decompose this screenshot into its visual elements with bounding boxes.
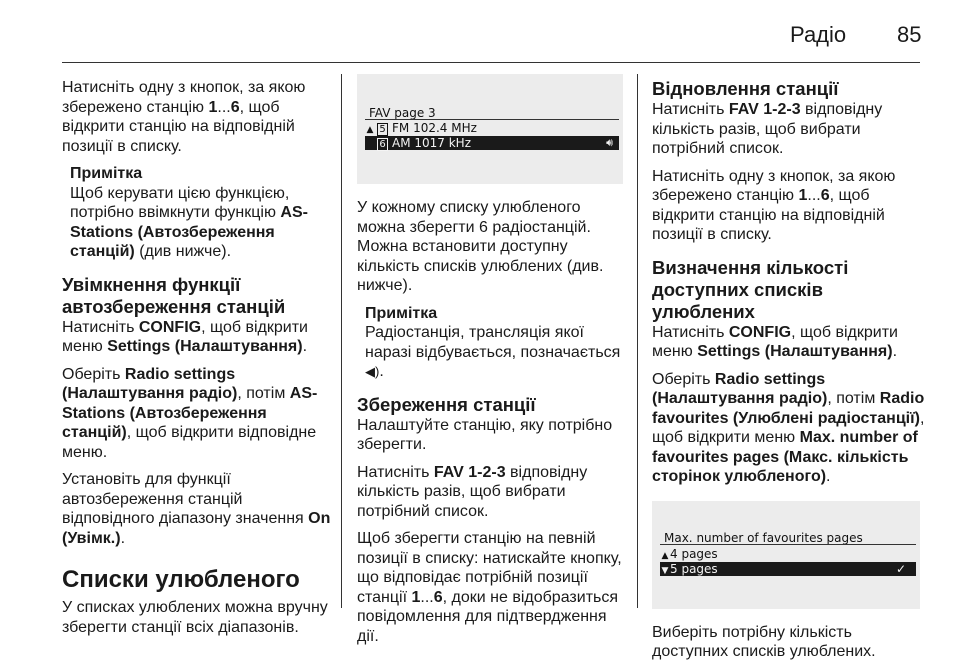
option-4-pages: [660, 547, 916, 561]
column-divider-1: [341, 74, 342, 608]
option-label: 5 pages: [670, 561, 718, 576]
paragraph-save-position: Щоб зберегти станцію на певній позиції в списку: натискайте кнопку, що відповідає потрібній позиції станції 1...6, доки не відобразиться повідомлення для підтвердження дії.: [357, 530, 622, 645]
paragraph-press-config: Натисніть CONFIG, щоб відкрити меню Settings (Налаштування).: [652, 323, 898, 360]
paragraph-tune-station: Налаштуйте станцію, яку потрібно зберегти.: [357, 416, 613, 453]
heading-favourites-count: Визначення кількості доступних списків улюблених: [652, 256, 849, 322]
paragraph-select-radio-settings: Оберіть Radio settings (Налаштування радіо), потім AS-Stations (Автозбереження станцій), щоб відкрити відповідне меню.: [62, 365, 318, 461]
note-current-station: [365, 304, 625, 382]
speaker-icon: 🔊︎: [606, 136, 613, 149]
up-arrow-icon: ▲: [661, 550, 669, 561]
paragraph-press-config: Натисніть CONFIG, щоб відкрити меню Settings (Налаштування).: [62, 318, 308, 355]
speaker-icon: ◀): [365, 364, 380, 379]
up-arrow-icon: ▲: [366, 125, 374, 135]
paragraph-recall-station: Натисніть одну з кнопок, за якою збережено станцію 1...6, щоб відкрити станцію на відповідній позиції в списку.: [652, 167, 896, 243]
note-autostore: [70, 164, 332, 262]
paragraph-press-fav: Натисніть FAV 1-2-3 відповідну кількість разів, щоб вибрати потрібний список.: [652, 101, 883, 157]
preset-number: 5: [377, 123, 388, 136]
note-text: Радіостанція, трансляція якої наразі відбувається, позначається ◀).: [365, 324, 621, 380]
note-title: Примітка: [70, 165, 143, 182]
paragraph-recall-station: Натисніть одну з кнопок, за якою збережено станцію 1...6, щоб відкрити станцію на відповідній позиції в списку.: [62, 79, 306, 155]
option-5-pages-selected: [660, 562, 916, 576]
note-title: Примітка: [365, 304, 438, 322]
screen-title: FAV page 3: [369, 106, 436, 120]
max-pages-screen-figure: [652, 501, 920, 609]
heading-restore-station: Відновлення станції: [652, 78, 839, 99]
paragraph-press-fav: Натисніть FAV 1-2-3 відповідну кількість разів, щоб вибрати потрібний список.: [357, 463, 588, 520]
header-divider: [62, 62, 920, 63]
fav-page-screen-figure: [357, 74, 623, 184]
option-label: 4 pages: [670, 546, 718, 561]
column-3: [652, 78, 927, 670]
station-label: FM 102.4 MHz: [392, 121, 477, 135]
fav-row-6-selected: [365, 136, 619, 150]
column-1: [62, 78, 332, 645]
checkmark-icon: ✓: [895, 561, 906, 576]
page-section-title: Радіо: [790, 22, 847, 47]
heading-save-station: Збереження станції: [357, 393, 536, 415]
heading-favourites-lists: Списки улюбленого: [62, 566, 300, 593]
column-2: [357, 78, 625, 654]
screen-title: Max. number of favourites pages: [664, 530, 863, 545]
paragraph-set-on: Установіть для функції автозбереження станцій відповідного діапазону значення On (Увімк.).: [62, 471, 331, 547]
screen-divider: [365, 119, 619, 120]
paragraph-choose-count: Виберіть потрібну кількість доступних списків улюблених.: [652, 623, 876, 660]
paragraph-select-favourites-menu: Оберіть Radio settings (Налаштування радіо), потім Radio favourites (Улюблені радіостанції), щоб відкрити меню Max. number of favourites pages (Макс. кількість сторінок улюбленого).: [652, 370, 925, 485]
fav-row-5: [365, 121, 619, 135]
paragraph-favourites-intro: У списках улюблених можна вручну зберегти станції всіх діапазонів.: [62, 599, 328, 636]
down-arrow-icon: ▼: [661, 565, 669, 576]
preset-number: 6: [377, 138, 388, 151]
note-text: Щоб керувати цією функцією, потрібно ввімкнути функцію AS-Stations (Автозбереження станцій) (див нижче).: [70, 184, 308, 260]
column-divider-2: [637, 74, 638, 608]
paragraph-six-stations: У кожному списку улюбленого можна зберегти 6 радіостанцій. Можна встановити доступну кількість списків улюблених (див. нижче).: [357, 199, 604, 294]
heading-enable-autostore: Увімкнення функції автозбереження станцій: [62, 273, 286, 317]
screen-divider: [660, 544, 916, 545]
page-number: 85: [897, 22, 922, 47]
station-label: AM 1017 kHz: [392, 136, 472, 150]
